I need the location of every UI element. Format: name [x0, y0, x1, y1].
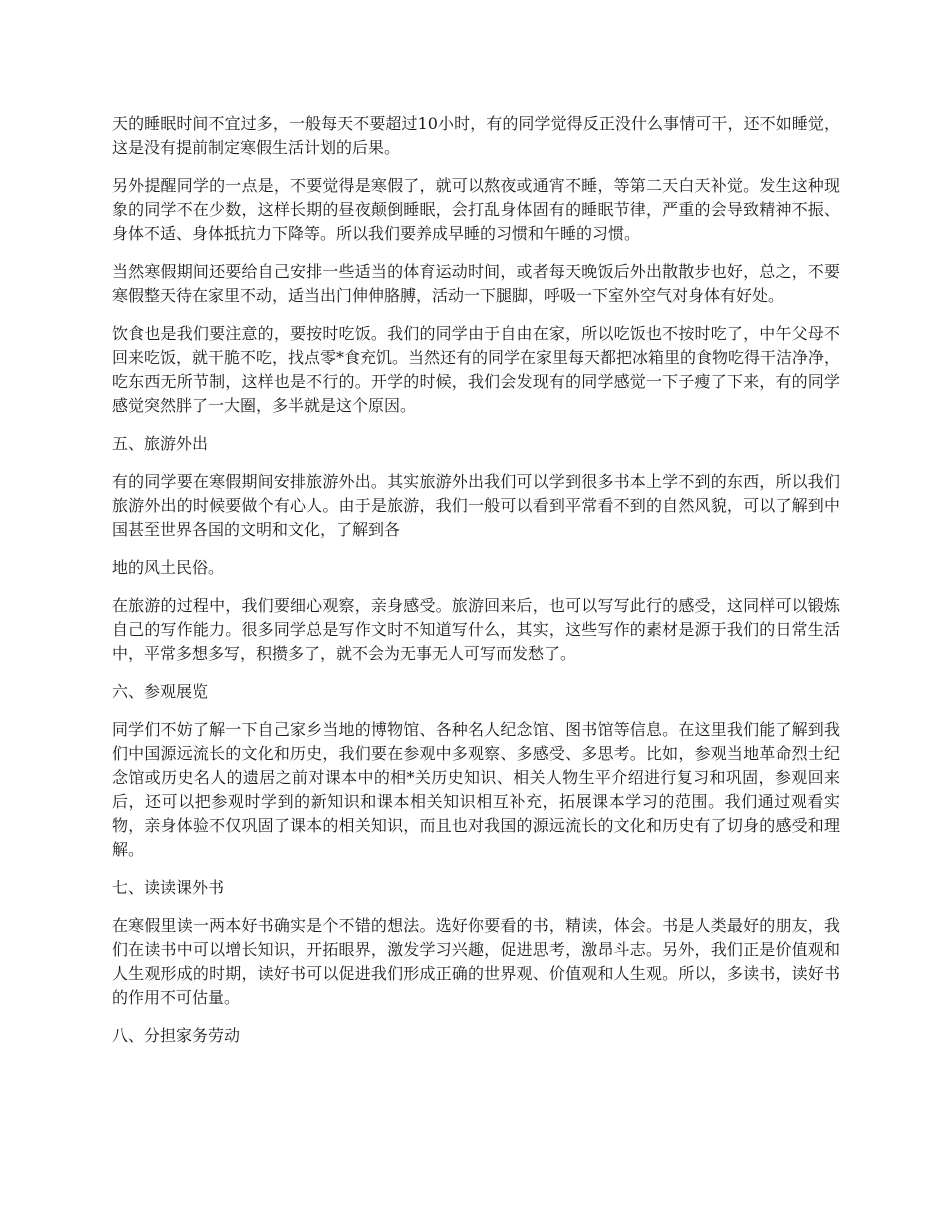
- paragraph-travel-customs: 地的风土民俗。: [112, 558, 225, 577]
- paragraph-diet: 饮食也是我们要注意的，要按时吃饭。我们的同学由于自由在家，所以吃饭也不按时吃了，中午父母不回来吃饭，就干脆不吃，找点零*食充饥。当然还有的同学在家里每天都把冰箱里的食物吃得干洁净净，吃东西无所节制，这样也是不行的。开学的时候，我们会发现有的同学感觉一下子瘦了下来，有的同学感觉突然胖了一大圈，多半就是这个原因。: [112, 324, 841, 415]
- paragraph-travel-writing: 在旅游的过程中，我们要细心观察，亲身感受。旅游回来后，也可以写写此行的感受，这同样可以锻炼自己的写作能力。很多同学总是写作文时不知道写什么，其实，这些写作的素材是源于我们的日常生活中，平常多想多写，积攒多了，就不会为无事无人可写而发愁了。: [112, 596, 840, 663]
- section-heading-housework: 八、分担家务劳动: [112, 1026, 241, 1045]
- section-heading-travel: 五、旅游外出: [112, 434, 209, 453]
- paragraph-exercise: 当然寒假期间还要给自己安排一些适当的体育运动时间，或者每天晚饭后外出散散步也好，总之，不要寒假整天待在家里不动，适当出门伸伸胳膊，活动一下腿脚，呼吸一下室外空气对身体有好处。: [112, 262, 840, 305]
- paragraph-sleep-duration: 天的睡眠时间不宜过多，一般每天不要超过10小时，有的同学觉得反正没什么事情可干，还不如睡觉，这是没有提前制定寒假生活计划的后果。: [112, 114, 840, 157]
- paragraph-no-staying-up: 另外提醒同学的一点是，不要觉得是寒假了，就可以熬夜或通宵不睡，等第二天白天补觉。发生这种现象的同学不在少数，这样长期的昼夜颠倒睡眠，会打乱身体固有的睡眠节律，严重的会导致精神不振、身体不适、身体抵抗力下降等。所以我们要养成早睡的习惯和午睡的习惯。: [112, 176, 840, 243]
- section-heading-reading: 七、读读课外书: [112, 878, 225, 897]
- paragraph-reading: 在寒假里读一两本好书确实是个不错的想法。选好你要看的书，精读，体会。书是人类最好的朋友，我们在读书中可以增长知识，开拓眼界，激发学习兴趣，促进思考，激昂斗志。另外，我们正是价值观和人生观形成的时期，读好书可以促进我们形成正确的世界观、价值观和人生观。所以，多读书，读好书的作用不可估量。: [112, 916, 840, 1007]
- section-heading-exhibitions: 六、参观展览: [112, 682, 209, 701]
- paragraph-exhibitions: 同学们不妨了解一下自己家乡当地的博物馆、各种名人纪念馆、图书馆等信息。在这里我们能了解到我们中国源远流长的文化和历史，我们要在参观中多观察、多感受、多思考。比如，参观当地革命烈士纪念馆或历史名人的遗居之前对课本中的相*关历史知识、相关人物生平介绍进行复习和巩固，参观回来后，还可以把参观时学到的新知识和课本相关知识相互补充，拓展课本学习的范围。我们通过观看实物，亲身体验不仅巩固了课本的相关知识，而且也对我国的源远流长的文化和历史有了切身的感受和理解。: [112, 720, 840, 859]
- document-page: [112, 112, 840, 1062]
- paragraph-travel-intro: 有的同学要在寒假期间安排旅游外出。其实旅游外出我们可以学到很多书本上学不到的东西，所以我们旅游外出的时候要做个有心人。由于是旅游，我们一般可以看到平常看不到的自然风貌，可以了解到中国甚至世界各国的文明和文化，了解到各: [112, 472, 840, 539]
